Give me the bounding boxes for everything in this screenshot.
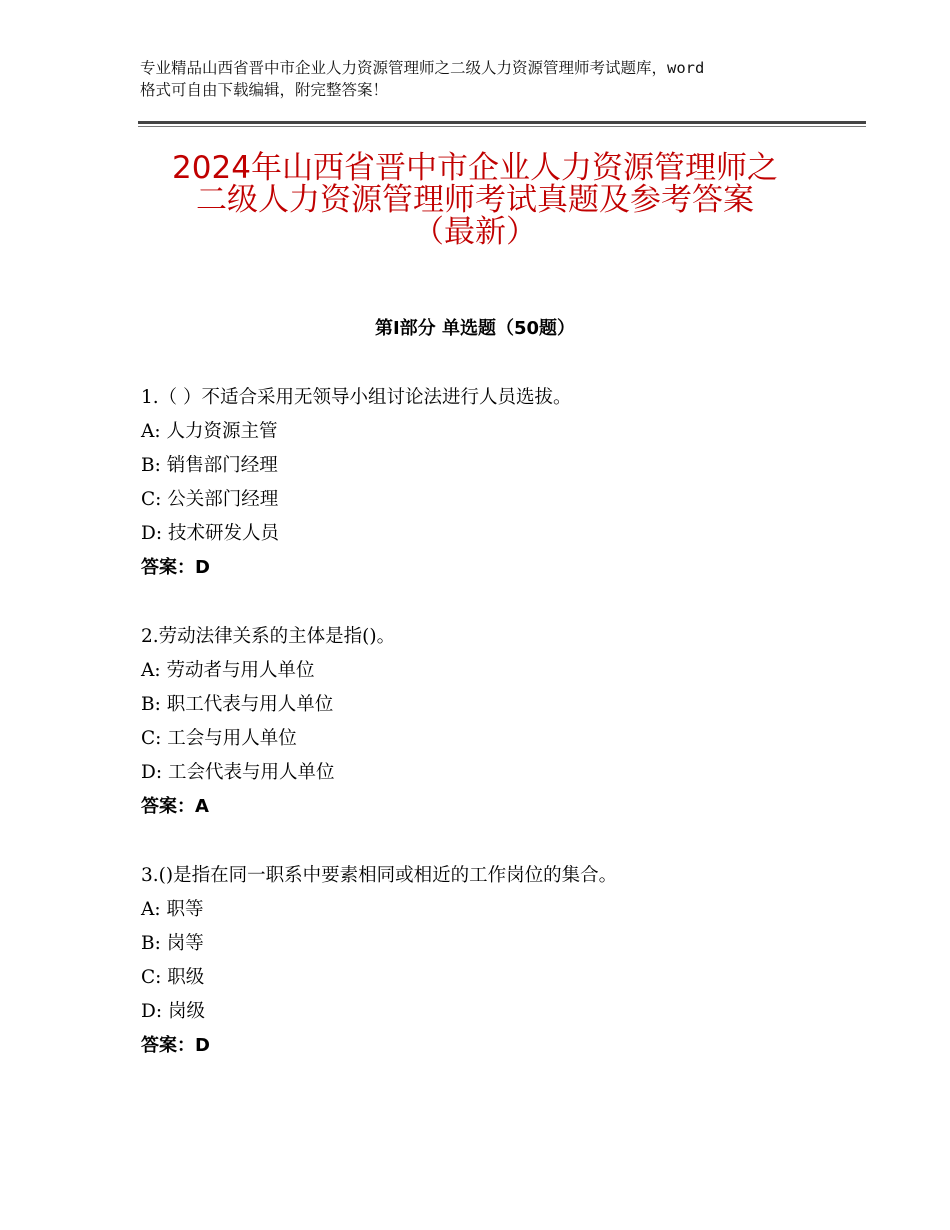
title-line-2: 二级人力资源管理师考试真题及参考答案 (196, 182, 754, 218)
option-a: A: 劳动者与用人单位 (141, 660, 315, 681)
question-stem: 2.劳动法律关系的主体是指()。 (141, 626, 396, 647)
answer-label: 答案：A (141, 796, 209, 817)
option-a: A: 职等 (141, 899, 204, 920)
option-c: C: 职级 (141, 967, 205, 988)
header-note-line-1: 专业精品山西省晋中市企业人力资源管理师之二级人力资源管理师考试题库，word (140, 59, 705, 77)
answer-label: 答案：D (141, 557, 210, 578)
header-note-line-2: 格式可自由下载编辑，附完整答案！ (140, 81, 389, 99)
option-c: C: 工会与用人单位 (141, 728, 297, 749)
option-b: B: 职工代表与用人单位 (141, 694, 334, 715)
title-line-3: （最新） (413, 214, 537, 250)
option-d: D: 岗级 (141, 1001, 205, 1022)
option-d: D: 技术研发人员 (141, 523, 279, 544)
option-c: C: 公关部门经理 (141, 489, 279, 510)
title-line-1: 2024年山西省晋中市企业人力资源管理师之 (172, 150, 778, 186)
document-title (120, 152, 830, 248)
option-a: A: 人力资源主管 (141, 421, 278, 442)
answer-label: 答案：D (141, 1035, 210, 1056)
question-stem: 3.()是指在同一职系中要素相同或相近的工作岗位的集合。 (141, 865, 618, 886)
option-b: B: 岗等 (141, 933, 204, 954)
header-divider-thick (138, 121, 866, 124)
header-divider-thin (138, 126, 866, 127)
section-title: 第Ⅰ部分 单选题（50题） (374, 318, 575, 339)
question-stem: 1.（ ）不适合采用无领导小组讨论法进行人员选拔。 (141, 387, 572, 408)
option-b: B: 销售部门经理 (141, 455, 278, 476)
option-d: D: 工会代表与用人单位 (141, 762, 335, 783)
header-note (140, 57, 840, 101)
